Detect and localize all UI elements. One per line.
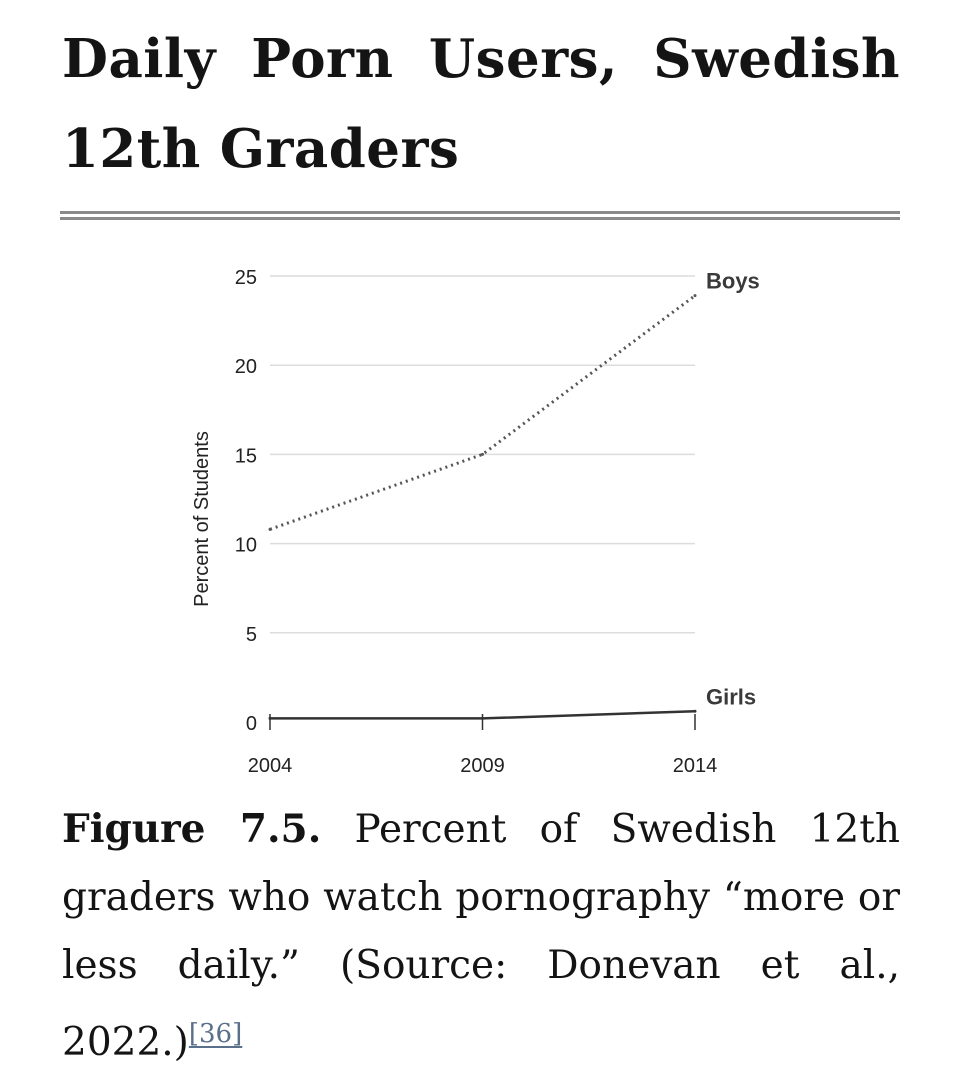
y-tick-label-10: 10 [234,534,257,557]
data-point-boys-2004 [269,528,272,531]
y-axis-label: Percent of Students [191,431,213,607]
y-tick-label-15: 15 [234,445,257,468]
x-tick-label-2014: 2014 [672,755,718,777]
series-label-boys: Boys [706,268,760,294]
series-label-girls: Girls [706,684,757,710]
data-point-girls-2014 [694,710,697,713]
page-title: Daily Porn Users, Swedish 12th Graders [62,28,900,180]
data-point-girls-2009 [481,717,484,720]
series-lines [269,294,697,720]
title-divider-top [60,211,900,214]
y-tick-label-20: 20 [234,356,257,379]
series-line-boys [270,296,695,530]
x-tick-label-2004: 2004 [247,755,293,777]
figure-label: Figure 7.5. [62,806,322,852]
figure-caption [62,795,900,1077]
chart-labels [191,267,760,777]
title-divider-bottom [60,217,900,220]
data-point-girls-2004 [269,717,272,720]
data-point-boys-2009 [481,453,484,456]
y-tick-label-5: 5 [245,623,257,646]
data-point-boys-2014 [694,294,697,297]
y-tick-label-0: 0 [245,713,257,735]
citation-link[interactable]: [36] [188,1019,243,1049]
line-chart [0,240,960,785]
caption-text: Percent of Swedish 12th graders who watch pornography “more or less daily.” (Source: Donevan et al., 2022.) [62,807,900,1065]
x-axis [270,714,695,730]
y-tick-label-25: 25 [234,267,257,289]
x-tick-label-2009: 2009 [460,755,505,777]
